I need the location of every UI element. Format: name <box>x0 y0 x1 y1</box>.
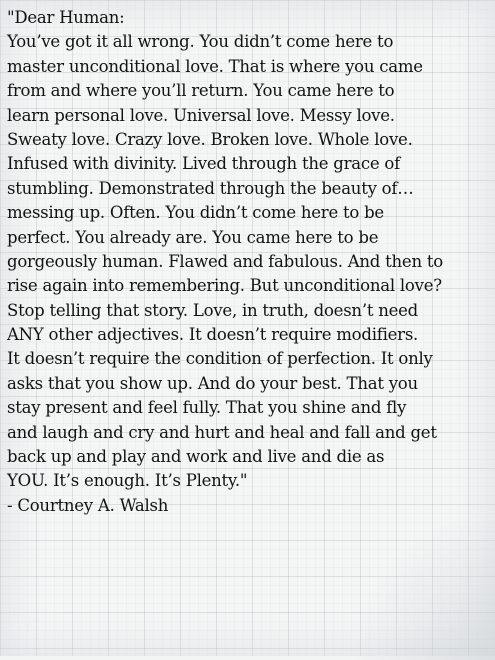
quote-line: Stop telling that story. Love, in truth, doesn’t need <box>7 300 419 320</box>
quote-line: and laugh and cry and hurt and heal and fall and get <box>7 422 437 442</box>
quote-line: back up and play and work and live and die as <box>7 447 385 467</box>
page-curl-shadow <box>351 510 495 660</box>
quote-line: It doesn’t require the condition of perfection. It only <box>7 349 433 369</box>
quote-line: asks that you show up. And do your best. That you <box>7 373 418 393</box>
quote-line: messing up. Often. You didn’t come here to be <box>7 203 384 223</box>
quote-line: gorgeously human. Flawed and fabulous. And then to <box>7 251 443 271</box>
quote-line: rise again into remembering. But unconditional love? <box>7 276 442 296</box>
quote-text <box>7 6 493 518</box>
quote-line: "Dear Human: <box>7 8 125 27</box>
quote-line: master unconditional love. That is where you came <box>7 56 423 76</box>
quote-line: YOU. It’s enough. It’s Plenty." <box>7 471 248 491</box>
quote-line: Infused with divinity. Lived through the grace of <box>7 154 400 174</box>
quote-line: ANY other adjectives. It doesn’t require modifiers. <box>7 325 419 345</box>
quote-line: stumbling. Demonstrated through the beauty of… <box>7 178 414 198</box>
quote-line: Sweaty love. Crazy love. Broken love. Whole love. <box>7 129 413 149</box>
quote-line: perfect. You already are. You came here to be <box>7 227 379 247</box>
quote-line: stay present and feel fully. That you shine and fly <box>7 398 407 418</box>
quote-line: from and where you’ll return. You came here to <box>7 81 395 101</box>
quote-line: learn personal love. Universal love. Messy love. <box>7 105 395 125</box>
quote-line: You’ve got it all wrong. You didn’t come here to <box>7 32 394 52</box>
quote-attribution: - Courtney A. Walsh <box>7 495 169 515</box>
